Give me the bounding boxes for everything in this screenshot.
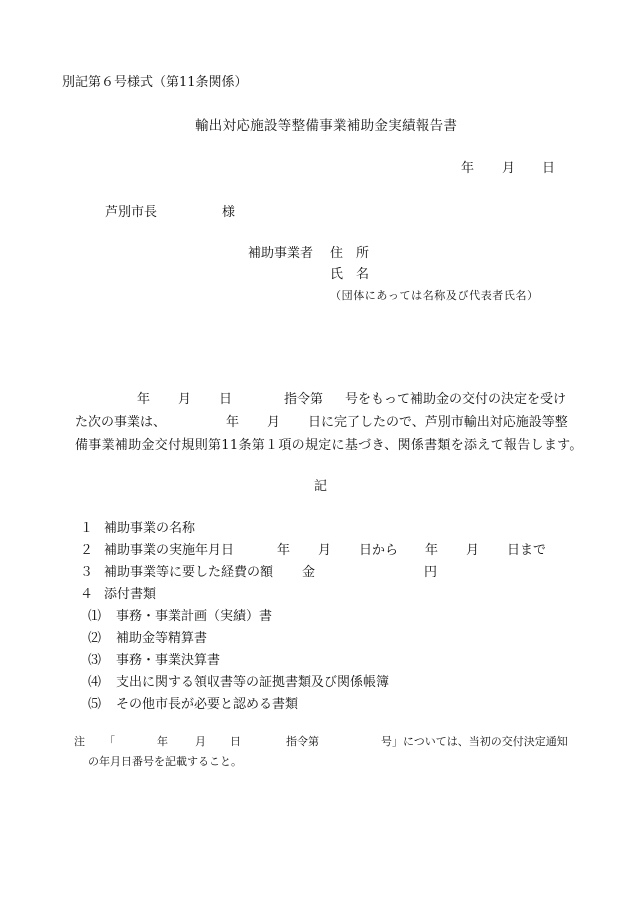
document-title: 輸出対応施設等整備事業補助金実績報告書 (195, 118, 458, 134)
address-label: 住 所 (330, 246, 370, 261)
item-text: 補助事業等に要した経費の額 (104, 565, 274, 580)
attachment-number: ⑵ (88, 631, 102, 646)
applicant-role: 補助事業者 (248, 246, 314, 261)
group-note: （団体にあっては名称及び代表者氏名） (330, 289, 539, 302)
item-number: １ (80, 521, 94, 536)
body-line2-start: た次の事業は、 (75, 415, 167, 430)
period-year2-label: 年 (425, 543, 439, 558)
date-year-label: 年 (461, 161, 475, 176)
ki-heading: 記 (314, 479, 328, 494)
note-open-bracket: 「 (104, 735, 115, 748)
body-year-label: 年 (137, 392, 151, 407)
amount-label: 金 (302, 565, 316, 580)
addressee-honorific: 様 (222, 205, 236, 220)
name-label: 氏 名 (330, 267, 370, 282)
attachment-text: その他市長が必要と認める書類 (116, 697, 299, 712)
body-line2-year: 年 (226, 415, 240, 430)
body-day-label: 日 (219, 392, 233, 407)
period-until-label: 日まで (507, 543, 547, 558)
addressee-name: 芦別市長 (105, 205, 158, 220)
note-order-label: 指令第 (286, 735, 319, 748)
attachment-text: 補助金等精算書 (116, 631, 208, 646)
body-line2-month: 月 (267, 415, 281, 430)
item-text: 補助事業の実施年月日 (104, 543, 235, 558)
period-from-label: 日から (359, 543, 399, 558)
body-month-label: 月 (178, 392, 192, 407)
attachment-number: ⑷ (88, 675, 102, 690)
attachment-number: ⑶ (88, 653, 102, 668)
period-month2-label: 月 (466, 543, 480, 558)
body-line3: 備事業補助金交付規則第11条第１項の規定に基づき、関係書類を添えて報告します。 (75, 438, 583, 453)
item-text: 添付書類 (104, 587, 157, 602)
period-year-label: 年 (277, 543, 291, 558)
item-number: ４ (80, 587, 94, 602)
attachment-text: 事務・事業決算書 (116, 653, 221, 668)
body-line2-rest: 日に完了したので、芦別市輸出対応施設等整 (308, 415, 568, 430)
body-order-label: 指令第 (284, 392, 324, 407)
attachment-number: ⑴ (88, 609, 102, 624)
attachment-text: 事務・事業計画（実績）書 (116, 609, 273, 624)
form-number: 別記第６号様式（第11条関係） (62, 75, 248, 90)
date-month-label: 月 (502, 161, 516, 176)
attachment-number: ⑸ (88, 697, 102, 712)
item-number: ２ (80, 543, 94, 558)
yen-label: 円 (424, 565, 438, 580)
note-line2: の年月日番号を記載すること。 (88, 755, 242, 768)
date-day-label: 日 (542, 161, 556, 176)
attachment-text: 支出に関する領収書等の証拠書類及び関係帳簿 (116, 675, 390, 690)
period-month-label: 月 (318, 543, 332, 558)
item-text: 補助事業の名称 (104, 521, 196, 536)
note-label: 注 (74, 735, 85, 748)
note-day-label: 日 (230, 735, 241, 748)
note-year-label: 年 (157, 735, 168, 748)
body-line1-rest: 号をもって補助金の交付の決定を受け (345, 392, 567, 407)
item-number: ３ (80, 565, 94, 580)
note-close-text: 号」については、当初の交付決定通知 (381, 735, 568, 748)
note-month-label: 月 (195, 735, 206, 748)
